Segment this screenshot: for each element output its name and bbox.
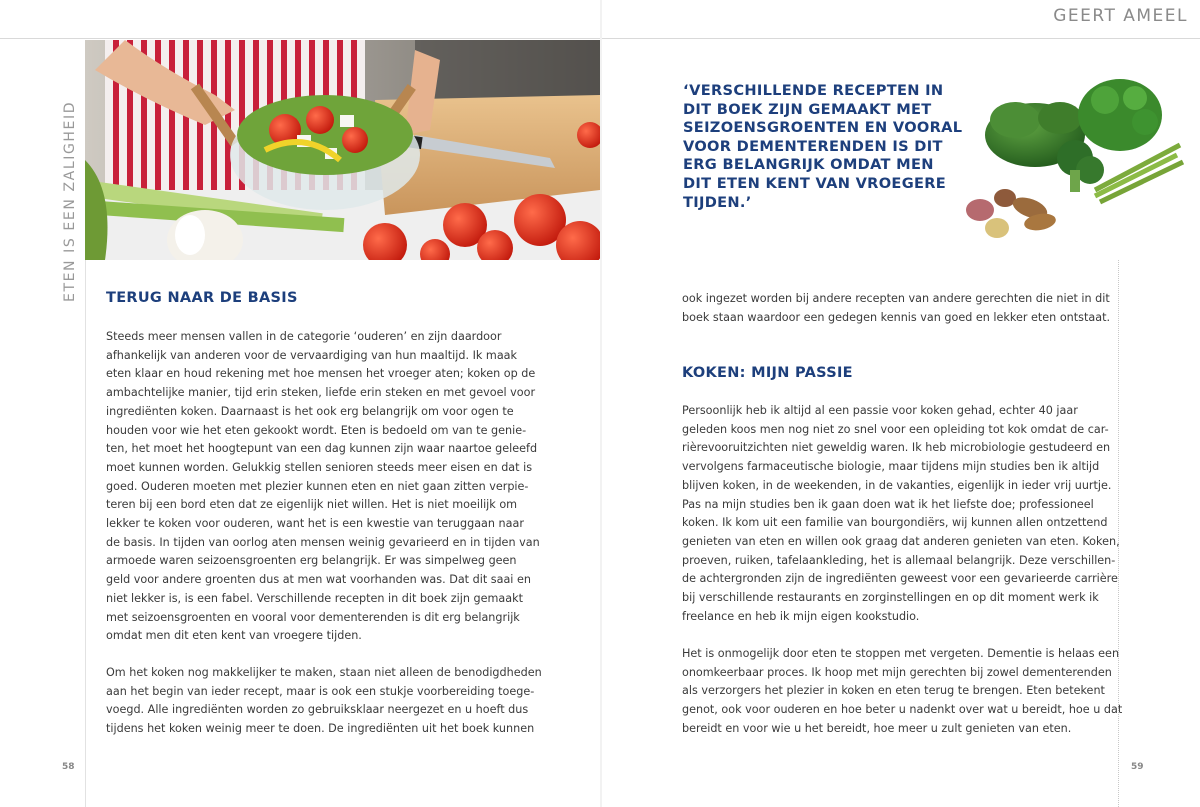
salad-photo <box>85 40 600 260</box>
text-line: ten, het moet het hoogtepunt van een dag kunnen zijn waar naartoe geleefd <box>106 442 538 456</box>
text-line: de basis. In tijden van oorlog aten mensen weinig gevarieerd en in tijden van <box>106 535 540 549</box>
text-line: bereidt en voor wie u het bereidt, hoe meer u zult genieten van eten. <box>682 721 1072 735</box>
text-line: teren bij een bord eten dat ze eigenlijk niet willen. Het is niet moeilijk om <box>106 498 518 512</box>
text-line: koken. Ik kom uit een familie van bourgondiërs, wij kunnen allen ontzettend <box>682 516 1108 530</box>
text-line: afhankelijk van anderen voor de vervaardiging van hun maaltijd. Ik maak <box>106 348 518 362</box>
text-line: houden voor wie het eten gekookt wordt. Eten is bedoeld om van te genie- <box>106 423 527 437</box>
text-line: SEIZOENSGROENTEN EN VOORAL <box>683 119 963 137</box>
text-line: Steeds meer mensen vallen in de categorie ‘ouderen’ en zijn daardoor <box>106 330 502 343</box>
text-line: als verzorgers het plezier in koken en eten terug te brengen. Eten betekent <box>682 684 1105 698</box>
text-line: Pas na mijn studies ben ik gaan doen wat ik het liefste doe; professioneel <box>682 497 1094 511</box>
text-line: freelance en heb ik mijn eigen kookstudio. <box>682 609 920 623</box>
heading-terug-naar-de-basis: TERUG NAAR DE BASIS <box>106 290 298 306</box>
text-line: armoede waren seizoensgroenten erg belangrijk. Er was simpelweg geen <box>106 554 517 568</box>
text-line: aan het begin van ieder recept, maar is ook een stukje voorbereiding toege- <box>106 684 535 698</box>
pull-quote <box>683 82 962 212</box>
text-line: de achtergronden zijn de ingrediënten geweest voor een gevarieerde carrière <box>682 572 1118 586</box>
text-line: onomkeerbaar proces. Ik hoop met mijn gerechten bij zowel dementerenden <box>682 665 1112 679</box>
text-line: blijven koken, in de weekenden, in de vakanties, eigenlijk in ieder vrij uurtje. <box>682 478 1112 492</box>
left-paragraph-2 <box>106 664 542 739</box>
text-line: omdat men dit eten kent van vroegere tijden. <box>106 629 362 643</box>
left-margin-rule <box>85 260 86 807</box>
text-line: ‘VERSCHILLENDE RECEPTEN IN <box>683 82 944 99</box>
text-line: ook ingezet worden bij andere recepten van andere gerechten die niet in dit <box>682 292 1110 305</box>
page-number-left: 58 <box>62 762 75 772</box>
text-line: genieten van eten en willen ook graag dat anderen genieten van eten. Koken, <box>682 534 1120 548</box>
text-line: met seizoensgroenten en vooral voor dementerenden is dit erg belangrijk <box>106 610 520 624</box>
text-line: lekker te koken voor ouderen, want het is een kwestie van teruggaan naar <box>106 517 524 531</box>
text-line: ambachtelijke manier, tijd erin steken, liefde erin steken en met gevoel voor <box>106 386 536 400</box>
text-line: bij verschillende restaurants en zorginstellingen en op dit moment werk ik <box>682 591 1099 605</box>
page-number-right: 59 <box>1131 762 1144 772</box>
text-line: boek staan waardoor een gedegen kennis van goed en lekker eten ontstaat. <box>682 310 1111 324</box>
running-header-author: GEERT AMEEL <box>1053 6 1188 26</box>
text-line: DIT BOEK ZIJN GEMAAKT MET <box>683 100 932 118</box>
vegetables-image <box>945 60 1185 250</box>
text-line: moet kunnen worden. Gelukkig stellen senioren steeds meer eisen en dat is <box>106 460 533 474</box>
text-line: geld voor andere groenten dus at men wat voorhanden was. Dat dit saai en <box>106 573 531 587</box>
text-line: vervolgens farmaceutische biologie, maar tijdens mijn studies ben ik altijd <box>682 460 1100 474</box>
text-line: VOOR DEMENTERENDEN IS DIT <box>683 137 943 155</box>
text-line: Om het koken nog makkelijker te maken, staan niet alleen de benodigdheden <box>106 666 542 679</box>
text-line: TIJDEN.’ <box>683 193 752 211</box>
right-paragraph-2 <box>682 645 1122 739</box>
text-line: geleden koos men nog niet zo snel voor een opleiding tot kok omdat de car- <box>682 422 1109 436</box>
text-line: Het is onmogelijk door eten te stoppen met vergeten. Dementie is helaas een <box>682 647 1120 660</box>
text-line: niet lekker is, is een fabel. Verschillende recepten in dit boek zijn gemaakt <box>106 591 523 605</box>
text-line: Persoonlijk heb ik altijd al een passie voor koken gehad, echter 40 jaar <box>682 404 1078 417</box>
text-line: ingrediënten koken. Daarnaast is het ook erg belangrijk om voor ogen te <box>106 404 514 418</box>
text-line: proeven, ruiken, tafelaankleding, het is allemaal belangrijk. Deze verschillen- <box>682 553 1116 567</box>
text-line: rièrevooruitzichten niet geweldig waren. Ik heb microbiologie gestudeerd en <box>682 441 1111 455</box>
right-paragraph-1 <box>682 402 1120 626</box>
vertical-section-title: ETEN IS EEN ZALIGHEID <box>62 100 78 302</box>
left-paragraph-1 <box>106 328 540 646</box>
heading-koken-mijn-passie: KOKEN: MIJN PASSIE <box>682 365 853 381</box>
text-line: tijdens het koken weinig meer te doen. De ingrediënten uit het boek kunnen <box>106 722 535 736</box>
right-continuation <box>682 290 1110 327</box>
text-line: DIT ETEN KENT VAN VROEGERE <box>683 174 947 192</box>
text-line: goed. Ouderen moeten met plezier kunnen eten en niet gaan zitten verpie- <box>106 479 529 493</box>
text-line: ERG BELANGRIJK OMDAT MEN <box>683 156 934 174</box>
page-gutter <box>600 0 602 807</box>
text-line: voegd. Alle ingrediënten worden zo gebruiksklaar neergezet en u hoeft dus <box>106 703 529 717</box>
text-line: eten klaar en houd rekening met hoe mensen het vroeger aten; koken op de <box>106 367 536 381</box>
text-line: genot, ook voor ouderen en hoe beter u nadenkt over wat u bereidt, hoe u dat <box>682 703 1123 717</box>
